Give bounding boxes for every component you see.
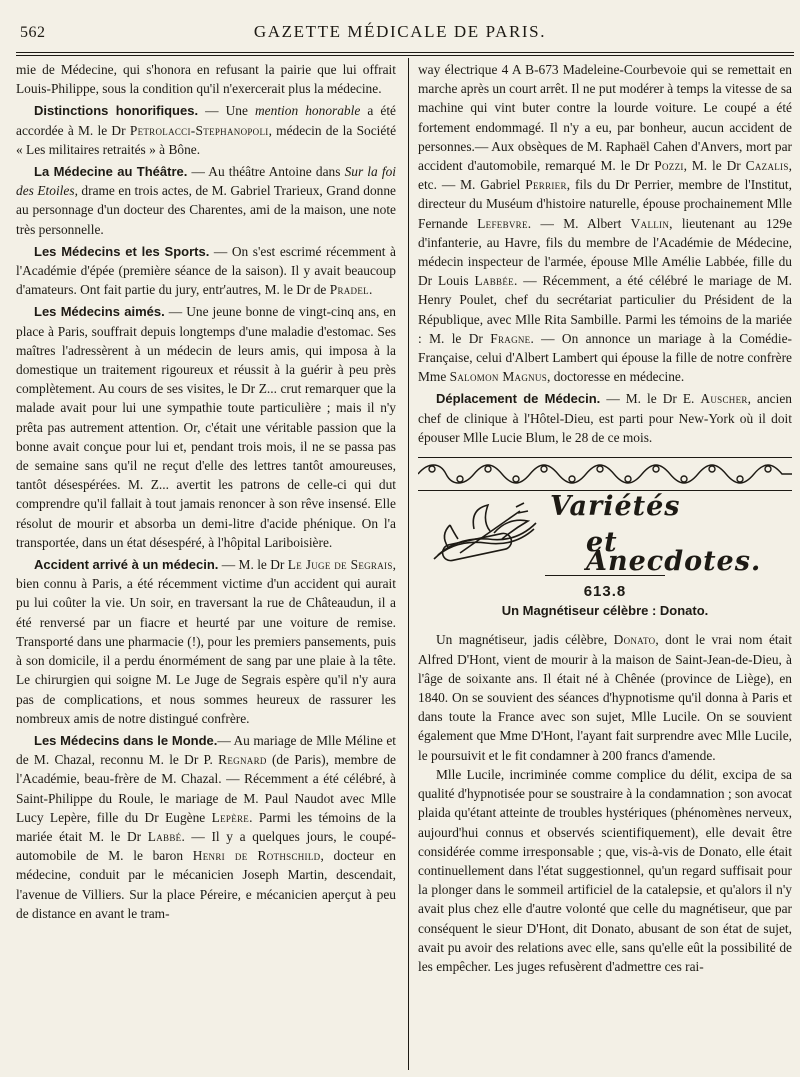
text-run: , docteur en médecine, conduit par le mécanicien Joseph Martin, descendait, l'avenue de Villiers. Sur la place Péreire, e mécanicien aperçut à peu de distance en avant le tram- bbox=[16, 848, 396, 921]
article-paragraph-1 bbox=[418, 630, 792, 764]
text-run: . — Il y a quelques jours, le coupé-automobile de M. le baron bbox=[16, 828, 396, 864]
ornamental-border bbox=[418, 457, 792, 491]
italic-run: mention honorable bbox=[255, 103, 361, 119]
person-name: Le Juge de Segrais bbox=[287, 557, 393, 573]
text-run: . — On annonce un mariage à la Comédie-Française, celui d'Albert Lambert qui épouse la fille de notre confrère Mme bbox=[418, 330, 792, 385]
section-heading: Les Médecins dans le Monde. bbox=[34, 732, 218, 748]
text-run: Mlle Lucile, incriminée comme complice du délit, excipa de sa qualité d'hypnotisée pour se soustraire à la condamnation ; son avocat plaida qu'étant atteinte de troubles hystériques (phénomènes nerveux, aujourd'hui connus et observés scientifiquement), elle devait être considérée comme irresponsable ; que, vis-à-vis de Donato, elle était continuellement dans l'état suggestionnel, qu'un regard suffisait pour la plonger dans le sommeil artificiel de la catalepsie, et qu'alors il n'y avait plus chez elle d'autre volonté que celle du magnétiseur, que par conséquent le sieur D'Hont, dit Donato, abusant de son état de sujet, avait pu avoir des relations avec elle, sans qu'elle eût la possibilité de les empêcher. Les juges refusèrent d'admettre ces rai- bbox=[418, 766, 792, 974]
person-name: Lefebvre bbox=[477, 215, 528, 231]
person-name: Auscher bbox=[700, 391, 748, 407]
person-name: Labbé bbox=[147, 828, 182, 844]
monde-continuation bbox=[418, 60, 792, 386]
text-run: , doctoresse en médecine. bbox=[547, 369, 685, 385]
section-heading: La Médecine au Théâtre. bbox=[34, 164, 188, 180]
text-run: (de Paris), membre de l'Académie, beau-frère de M. Chazal. — Récemment a été célébré, à Saint-Philippe du Roule, le mariage de M. Paul Naudot avec Mlle Lucy Lepère, fille du Dr Eugène bbox=[16, 752, 397, 825]
person-name: Labbée bbox=[474, 273, 514, 289]
article-title: Un Magnétiseur célèbre : Donato. bbox=[501, 603, 709, 619]
article-number: 613.8 bbox=[583, 583, 627, 601]
article-paragraph-2 bbox=[418, 765, 792, 976]
person-name: Henri de Rothschild bbox=[192, 848, 321, 864]
section-heading: Distinctions honorifiques. bbox=[34, 103, 199, 119]
text-run: — M. le Dr E. bbox=[600, 391, 701, 407]
section-medecins-aimes bbox=[16, 302, 396, 552]
column-divider bbox=[408, 58, 409, 1070]
page-number: 562 bbox=[20, 24, 46, 41]
person-name: Salomon Magnus bbox=[449, 369, 548, 385]
section-theatre bbox=[16, 162, 396, 239]
text-run: — Une jeune bonne de vingt-cinq ans, en place à Paris, souffrait depuis longtemps d'une maladie d'estomac. Ses maîtres l'adressèrent à un médecin de leurs amis, qui imposa à la domestique un traitement rigoureux et réussit à la guérir à peu près complètement. Au cours de ses visites, le Dr Z... crut remarquer que la malade avait pour lui une sympathie toute particulière ; mais il n'y prêta pas autrement attention. Or, c'était une véritable passion que la bonne avait conçue pour lui et, pendant trois mois, il ne se passa pas de semaine sans qu'il ne reçut d'elle des lettres tantôt amoureuses, tantôt désespérées. M. Z... avertit les patrons de celle-ci qui dut comprendre qu'il fallait à tout jamais renoncer à son rêve insensé. Elle résolut de mourir et absorba un demi-litre d'acide phénique. On l'a transportée, dans un état désespéré, à l'hôpital Lariboisière. bbox=[16, 304, 397, 550]
person-name: Donato bbox=[613, 632, 656, 648]
section-deplacement bbox=[418, 389, 792, 447]
intro-text: mie de Médecine, qui s'honora en refusant la pairie que lui offrait Louis-Philippe, sous la condition qu'il n'exercerait plus la médecine. bbox=[16, 62, 396, 97]
section-sports bbox=[16, 242, 396, 300]
italic-run: Sur la foi des Etoiles bbox=[16, 164, 396, 199]
text-run: Un magnétiseur, jadis célèbre, bbox=[436, 632, 614, 648]
text-run: , lieutenant au 129e d'infanterie, au Havre, fils du membre de l'Académie de Médecine, médecin inspecteur de l'armée, épouse Mlle Amélie Labbée, fille du Dr Louis bbox=[418, 215, 793, 289]
section-heading: Accident arrivé à un médecin. bbox=[34, 557, 219, 573]
person-name: Pradel bbox=[329, 282, 369, 298]
text-run: . — Récemment, a été célébré le mariage de M. Henry Poulet, chef du secrétariat particulier du Président de la République, avec Mlle Rita Sambille. Parmi les témoins de la mariée : M. le Dr bbox=[418, 273, 793, 346]
text-run: — On s'est escrimé récemment à l'Académie d'épée (première séance de la saison). Il y avait beaucoup d'amateurs. Ont fait partie du jury, entr'autres, M. le Dr de bbox=[16, 243, 396, 298]
header-rule-bottom bbox=[16, 55, 794, 56]
section-monde bbox=[16, 731, 396, 923]
section-heading: Déplacement de Médecin. bbox=[436, 391, 601, 407]
text-run: , drame en trois actes, de M. Gabriel Trarieux, Grand donne au personnage d'un docteur des Charentes, ami de la maison, une note très personnelle. bbox=[16, 183, 396, 237]
text-run: , médecin de la Société « Les militaires retraités » à Bône. bbox=[16, 122, 397, 157]
text-run: — Une bbox=[198, 103, 256, 119]
person-name: Lepère bbox=[211, 809, 250, 825]
text-run: — M. le Dr bbox=[218, 557, 288, 573]
section-heading: Les Médecins et les Sports. bbox=[34, 243, 210, 259]
journal-title: GAZETTE MÉDICALE DE PARIS. bbox=[253, 22, 547, 41]
page-header bbox=[0, 22, 800, 52]
left-column bbox=[16, 60, 396, 923]
text-run: , fils du Dr Perrier, membre de l'Institut, directeur du Muséum d'histoire naturelle, épouse prochainement Mlle Fernande bbox=[418, 177, 792, 231]
person-name: Petrolacci-Stephanopoli bbox=[129, 122, 269, 138]
banner-title-line2: et Anecdotes. bbox=[586, 527, 762, 578]
text-run: , bien connu à Paris, a été récemment victime d'un accident qui aurait pu lui coûter la vie. Un soir, en traversant la rue de Châteaudun, il a été renversé par un fiacre et heurté par une voiture de remise. Transporté dans une pharmacie (!), pour les premiers pansements, puis à son domicile, il a perdu énormément de sang par une plaie à la tête. Le chirurgien qui soigne M. Le Juge de Segrais espère qu'il n'y aura pas de complications, et nous sommes heureux de rassurer les nombreux amis de notre distingué confrère. bbox=[16, 557, 396, 726]
text-run: , ancien chef de clinique à l'Hôtel-Dieu, est parti pour New-York où il doit épouser Mlle Lucie Blum, le 28 de ce mois. bbox=[418, 391, 792, 445]
text-run: , dont le vrai nom était Alfred D'Hont, vient de mourir à la maison de Saint-Jean-de-Dieu, à l'âge de soixante ans. Il était né à Chênée (province de Liège), en 1840. On se souvient des séances d'hypnotisme qu'il donna à Paris et dans toute la France avec son sujet, Mlle Lucile. On se souvient également que Mme D'Hont, l'ayant fait surprendre avec Mlle Lucile, le poursuivit et le fit condamner à 200 francs d'amende. bbox=[418, 632, 792, 763]
text-run: — Au théâtre Antoine dans bbox=[187, 164, 345, 180]
text-run: . — M. Albert bbox=[527, 215, 631, 231]
person-name: Regnard bbox=[218, 752, 267, 768]
text-run: . Parmi les témoins de la mariée était M. le Dr bbox=[16, 809, 396, 844]
right-column bbox=[418, 60, 792, 976]
text-run: way électrique 4 A B-673 Madeleine-Courbevoie qui se remettait en marche après un court arrêt. Il ne put modérer à temps la vitesse de sa machine qui vint buter contre la lourde voiture. Le coupé a été fortement endommagé. Il n'y a eu, par bonheur, aucun accident de personnes.— Aux obsèques de M. Raphaël Cahen d'Anvers, mort par accident d'automobile, remarqué M. le Dr bbox=[418, 62, 792, 174]
intro-paragraph bbox=[16, 60, 396, 98]
section-distinctions bbox=[16, 101, 396, 159]
person-name: Perrier bbox=[525, 177, 567, 193]
person-name: Vallin bbox=[630, 215, 670, 231]
banner-title-line1: Variétés bbox=[550, 491, 681, 523]
text-run: , etc. — M. Gabriel bbox=[418, 158, 792, 193]
person-name: Pozzi bbox=[654, 158, 684, 174]
varietes-banner bbox=[418, 491, 792, 578]
text-run: , M. le Dr bbox=[683, 158, 746, 174]
text-run: a été accordée à M. le Dr bbox=[16, 103, 396, 138]
header-rule-top bbox=[16, 52, 794, 53]
text-run: — Au mariage de Mlle Méline et de M. Chazal, reconnu M. le Dr P. bbox=[16, 732, 396, 768]
quill-and-scroll-illustration-icon bbox=[424, 499, 544, 569]
text-run: . bbox=[368, 282, 373, 298]
person-name: Cazalis bbox=[745, 158, 789, 174]
person-name: Fragne bbox=[490, 330, 531, 346]
section-accident bbox=[16, 555, 396, 728]
scroll-ornament-icon bbox=[418, 458, 792, 490]
section-heading: Les Médecins aimés. bbox=[34, 304, 165, 320]
